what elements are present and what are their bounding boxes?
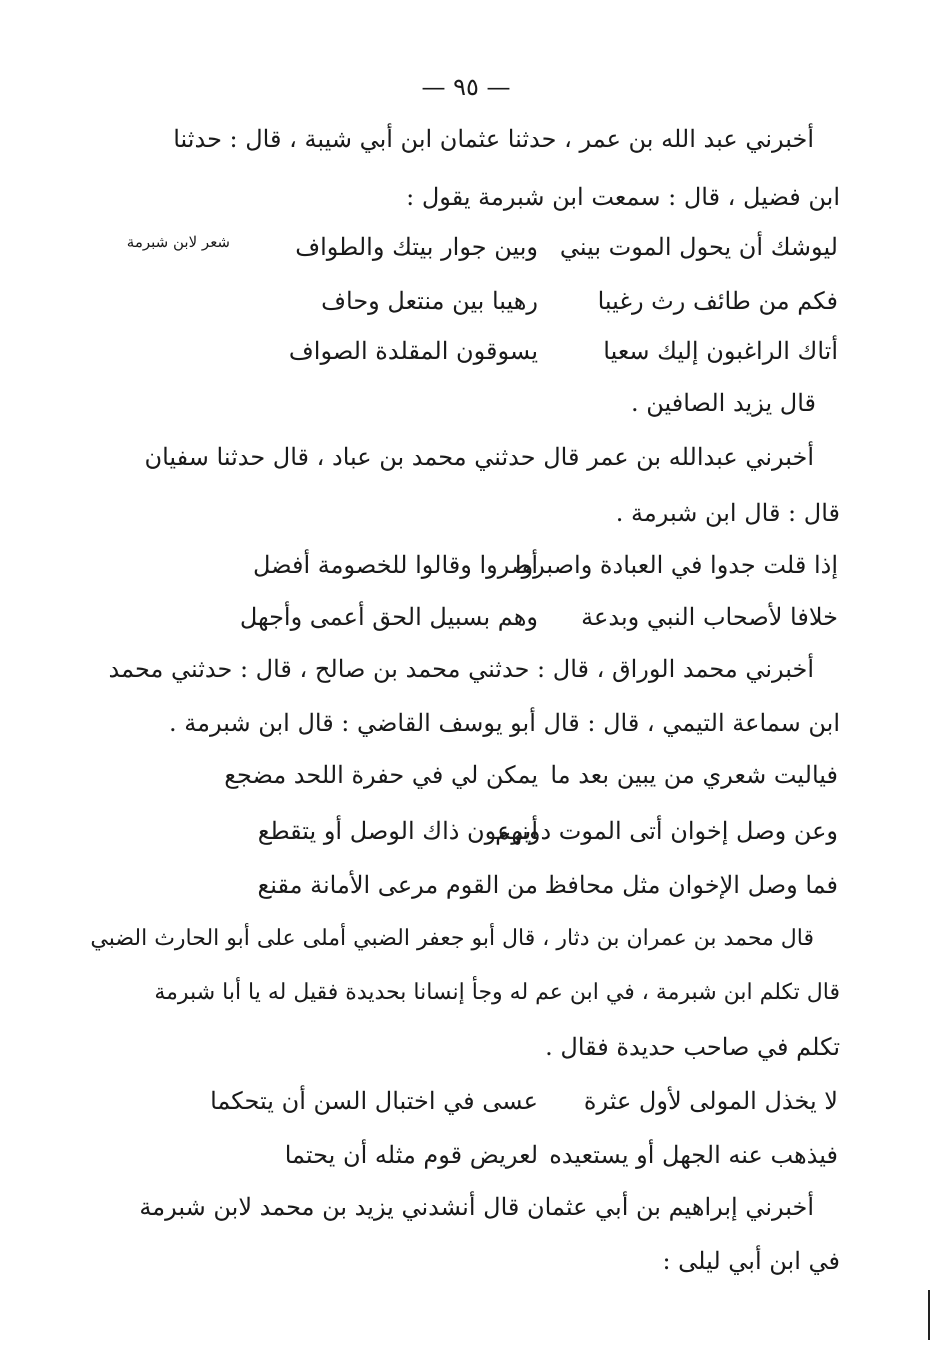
verse-first-hemistich: فيذهب عنه الجهل أو يستعيده [549,1141,838,1169]
text-line: أخبرني محمد الوراق ، قال : حدثني محمد بن صالح ، قال : حدثني محمد [108,655,814,683]
verse-second-hemistich: عسى في اختبال السن أن يتحكما [210,1087,538,1115]
text-line: ابن سماعة التيمي ، قال : قال أبو يوسف القاضي : قال ابن شبرمة . [169,709,840,737]
verse-second-hemistich: من القوم مرعى الأمانة مقنع [257,871,538,899]
page-number: — ٩٥ — [421,73,511,101]
verse-second-hemistich: وبين جوار بيتك والطواف [295,233,538,261]
verse-second-hemistich: أيرعون ذاك الوصل أو يتقطع [257,817,538,845]
text-line: قال : قال ابن شبرمة . [615,499,840,527]
text-line: في ابن أبي ليلى : [662,1247,840,1275]
text-line: قال محمد بن عمران بن دثار ، قال أبو جعفر الضبي أملى على أبو الحارث الضبي [90,926,814,951]
verse-second-hemistich: يسوقون المقلدة الصواف [288,337,538,365]
text-line: أخبرني إبراهيم بن أبي عثمان قال أنشدني يزيد بن محمد لابن شبرمة [139,1193,814,1221]
text-line: تكلم في صاحب حديدة فقال . [545,1033,840,1061]
verse-first-hemistich: ليوشك أن يحول الموت بيني [559,233,838,261]
verse-first-hemistich: خلافا لأصحاب النبي وبدعة [581,603,838,631]
text-line: أخبرني عبدالله بن عمر قال حدثني محمد بن عباد ، قال حدثنا سفيان [144,443,814,471]
text-line: ابن فضيل ، قال : سمعت ابن شبرمة يقول : [406,183,840,211]
verse-second-hemistich: رهيبا بين منتعل وحاف [321,287,538,315]
verse-second-hemistich: لعريض قوم مثله أن يحتما [284,1141,538,1169]
margin-note: شعر لابن شبرمة [126,233,230,251]
verse-first-hemistich: وعن وصل إخوان أتى الموت دونهم [495,817,838,845]
text-line: أخبرني عبد الله بن عمر ، حدثنا عثمان ابن أبي شيبة ، قال : حدثنا [173,125,814,153]
verse-first-hemistich: فكم من طائف رث رغيبا [597,287,838,315]
verse-first-hemistich: فياليت شعري من يبين بعد ما [550,761,838,789]
verse-first-hemistich: إذا قلت جدوا في العبادة واصبروا [514,551,838,579]
text-line: قال تكلم ابن شبرمة ، في ابن عم له وجأ إنسانا بحديدة فقيل له يا أبا شبرمة [154,980,840,1005]
verse-second-hemistich: وهم بسبيل الحق أعمى وأجهل [239,603,538,631]
verse-first-hemistich: أتاك الراغبون إليك سعيا [603,337,838,365]
verse-first-hemistich: لا يخذل المولى لأول عثرة [583,1087,838,1115]
verse-first-hemistich: فما وصل الإخوان مثل محافظ [544,871,838,899]
verse-second-hemistich: يمكن لي في حفرة اللحد مضجع [224,761,538,789]
page-edge-mark [928,1290,930,1340]
text-line: قال يزيد الصافين . [630,389,816,417]
verse-second-hemistich: أصروا وقالوا للخصومة أفضل [253,551,538,579]
